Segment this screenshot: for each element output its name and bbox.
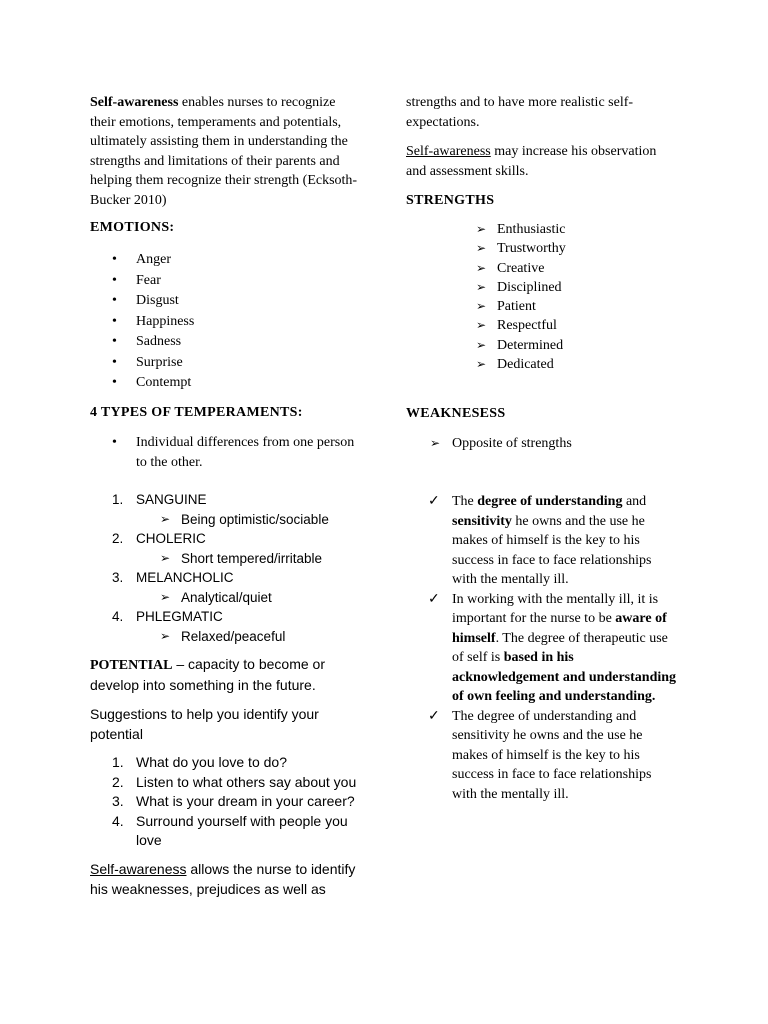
bullet-icon: • xyxy=(112,272,117,288)
bullet-icon: • xyxy=(112,435,117,450)
potential-paragraph: POTENTIAL – capacity to become or develop into something in the future. xyxy=(90,656,326,693)
strengths-list xyxy=(406,220,678,374)
intro-text: enables nurses to recognize their emotions, temperaments and potentials, ultimately assisting them in understanding the strengths and limitations of their parents and helping them recognize their strength (Ecksoth-Bucker 2010) xyxy=(90,95,358,208)
list-item: ➢ Dedicated xyxy=(406,355,678,374)
list-item: • Contempt xyxy=(90,373,362,394)
arrow-bullet-icon: ➢ xyxy=(160,628,171,643)
temperaments-heading: 4 TYPES OF TEMPERAMENTS: xyxy=(90,405,303,420)
intro-term: Self-awareness xyxy=(90,95,179,110)
list-item: ➢ Trustworthy xyxy=(406,239,678,258)
observation-paragraph xyxy=(406,142,678,181)
continuation-paragraph: strengths and to have more realistic self-expectations. xyxy=(406,95,634,130)
list-item: ➢ Enthusiastic xyxy=(406,220,678,239)
list-item: ➢ Determined xyxy=(406,336,678,355)
intro-paragraph xyxy=(90,93,362,210)
observation-term: Self-awareness xyxy=(406,144,491,159)
arrow-bullet-icon: ➢ xyxy=(160,589,171,604)
emotions-heading: EMOTIONS: xyxy=(90,220,175,235)
emotions-list xyxy=(90,250,362,394)
arrow-bullet-icon: ➢ xyxy=(476,241,487,256)
list-item: • Fear xyxy=(90,271,362,292)
check-list xyxy=(406,492,678,804)
list-item: 3. MELANCHOLIC xyxy=(112,570,234,585)
weakness-heading: WEAKNESESS xyxy=(406,406,506,421)
bullet-icon: • xyxy=(112,334,117,349)
list-item: ➢ Relaxed/peaceful xyxy=(90,627,362,647)
closing-text: allows the nurse to identify his weaknesses, prejudices as well as xyxy=(90,861,356,897)
list-item: • Anger xyxy=(90,250,362,271)
potential-text: capacity to become or develop into something in the future. xyxy=(90,656,326,693)
list-item: ➢ Patient xyxy=(406,297,678,316)
list-item: ✓ In working with the mentally ill, it is important for the nurse to be aware of himself. The degree of therapeutic use of self is based in his acknowledgement and understanding of own feeling and understanding. xyxy=(428,591,677,704)
bullet-icon: • xyxy=(112,293,117,308)
potential-term: POTENTIAL xyxy=(90,658,173,673)
arrow-bullet-icon: ➢ xyxy=(476,222,487,236)
list-item: 4. PHLEGMATIC xyxy=(112,609,223,624)
arrow-bullet-icon: ➢ xyxy=(476,279,487,294)
arrow-bullet-icon: ➢ xyxy=(430,436,441,450)
list-item: 2. Listen to what others say about you xyxy=(112,773,357,790)
list-item: ➢ Analytical/quiet xyxy=(90,588,362,608)
suggestions-intro: Suggestions to help you identify your potential xyxy=(90,706,319,742)
observation-text: may increase his observation and assessment skills. xyxy=(406,144,657,179)
list-item: • Happiness xyxy=(90,312,362,333)
temperaments-note-list xyxy=(90,433,362,472)
list-item: 1. What do you love to do? xyxy=(112,754,287,770)
arrow-bullet-icon: ➢ xyxy=(476,357,487,372)
list-item: ➢ Short tempered/irritable xyxy=(90,549,362,569)
list-item: ➢ Disciplined xyxy=(406,278,678,297)
bullet-icon: • xyxy=(112,354,117,370)
closing-paragraph xyxy=(90,860,362,899)
checkmark-icon: ✓ xyxy=(428,591,440,607)
list-item: ✓ The degree of understanding and sensitivity he owns and the use he makes of himself is the key to his success in face to face relationships with the mentally ill. xyxy=(428,494,652,587)
temperaments-list xyxy=(90,490,362,646)
arrow-bullet-icon: ➢ xyxy=(476,318,487,333)
arrow-bullet-icon: ➢ xyxy=(160,550,171,565)
closing-term: Self-awareness xyxy=(90,861,187,877)
list-item: • Surprise xyxy=(90,353,362,374)
list-item: ➢ Opposite of strengths xyxy=(406,434,678,454)
list-item: • Individual differences from one person to the other. xyxy=(112,435,355,470)
list-item: 3. What is your dream in your career? xyxy=(112,793,355,809)
list-item: 4. Surround yourself with people you love xyxy=(112,812,348,848)
arrow-bullet-icon: ➢ xyxy=(476,299,487,314)
arrow-bullet-icon: ➢ xyxy=(476,260,487,275)
list-item: ➢ Creative xyxy=(406,259,678,278)
bullet-icon: • xyxy=(112,375,117,390)
list-item: 1. SANGUINE xyxy=(112,492,207,507)
list-item: 2. CHOLERIC xyxy=(112,531,206,546)
bullet-icon: • xyxy=(112,252,117,267)
suggestions-list xyxy=(90,753,362,851)
list-item: • Sadness xyxy=(90,332,362,353)
arrow-bullet-icon: ➢ xyxy=(160,511,171,526)
checkmark-icon: ✓ xyxy=(428,494,440,509)
list-item: ➢ Being optimistic/sociable xyxy=(90,510,362,530)
bullet-icon: • xyxy=(112,313,117,329)
list-item: • Disgust xyxy=(90,291,362,312)
weakness-list xyxy=(406,434,678,454)
list-item: ➢ Respectful xyxy=(406,316,678,335)
strengths-heading: STRENGTHS xyxy=(406,193,495,208)
arrow-bullet-icon: ➢ xyxy=(476,337,487,352)
list-item: ✓ The degree of understanding and sensitivity he owns and the use he makes of himself is the key to his success in face to face relationships with the mentally ill. xyxy=(428,708,652,802)
checkmark-icon: ✓ xyxy=(428,708,440,724)
